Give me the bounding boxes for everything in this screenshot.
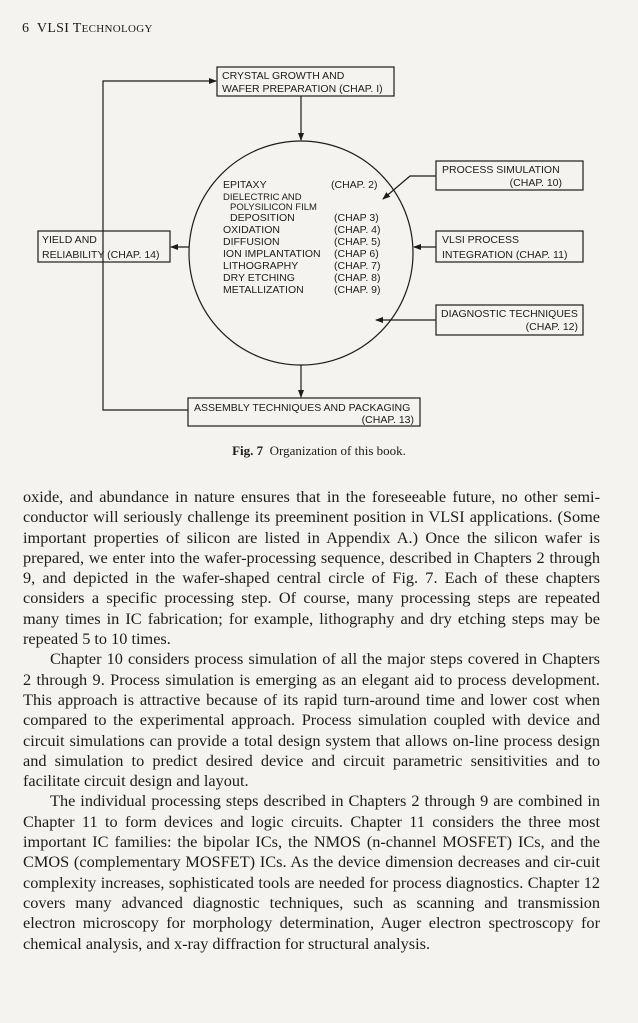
crystal-line-2: WAFER PREPARATION (CHAP. I) bbox=[222, 83, 383, 95]
step-epitaxy-chapter: (CHAP. 2) bbox=[331, 179, 378, 191]
step-diffusion: DIFFUSION bbox=[223, 236, 280, 248]
page-number: 6 bbox=[22, 21, 30, 36]
vlsi-line-1: VLSI PROCESS bbox=[442, 234, 520, 246]
step-lithography-chapter: (CHAP. 7) bbox=[334, 260, 381, 272]
simulation-line-1: PROCESS SIMULATION bbox=[442, 164, 560, 176]
step-ion-chapter: (CHAP 6) bbox=[334, 248, 379, 260]
step-dielectric-line-2: POLYSILICON FILM bbox=[230, 202, 317, 213]
body-text bbox=[23, 487, 600, 954]
step-dielectric-line-1: DIELECTRIC AND bbox=[223, 192, 302, 203]
step-oxidation: OXIDATION bbox=[223, 224, 280, 236]
diagnostic-line-2: (CHAP. 12) bbox=[525, 321, 578, 333]
assembly-line-1: ASSEMBLY TECHNIQUES AND PACKAGING bbox=[194, 402, 411, 414]
organization-diagram bbox=[0, 0, 638, 440]
vlsi-line-2: INTEGRATION (CHAP. 11) bbox=[442, 249, 568, 261]
simulation-to-wafer-arrow bbox=[383, 176, 436, 199]
assembly-line-2: (CHAP. 13) bbox=[361, 414, 414, 426]
step-epitaxy: EPITAXY bbox=[223, 179, 267, 191]
paragraph-1: oxide, and abundance in nature ensures that in the foreseeable future, no other semi-conductor will seriously challenge its preeminent position in VLSI applications. (Some important properties of silicon are listed in Appendix A.) Once the silicon wafer is prepared, we enter into the wafer-processing sequence, described in Chapters 2 through 9, and depicted in the wafer-shaped central circle of Fig. 7. Each of these chapters considers a specific processing step. Of course, many processing steps are repeated many times in IC fabrication; for example, lithography and dry etching steps may be repeated 5 to 10 times. bbox=[23, 487, 600, 649]
step-dry-etching: DRY ETCHING bbox=[223, 272, 295, 284]
step-metallization-chapter: (CHAP. 9) bbox=[334, 284, 381, 296]
step-metallization: METALLIZATION bbox=[223, 284, 304, 296]
step-ion-implantation: ION IMPLANTATION bbox=[223, 248, 321, 260]
paragraph-2: Chapter 10 considers process simulation of all the major steps covered in Chapters 2 through 9. Process simulation is emerging as an elegant aid to process development. This approach is attractive because of its rapid turn-around time and lower cost when compared to the experimental approach. Process simulation coupled with device and circuit simulations can provide a total design system that allows on-line process design and simulation to predict desired device and circuit parametric sensitivities and to facilitate circuit design and layout. bbox=[23, 649, 600, 791]
figure-caption-text: Organization of this book. bbox=[269, 443, 406, 458]
yield-line-2: RELIABILITY (CHAP. 14) bbox=[42, 249, 160, 261]
yield-line-1: YIELD AND bbox=[42, 234, 97, 246]
figure-label: Fig. 7 bbox=[232, 443, 264, 458]
feedback-loop-line bbox=[103, 81, 216, 410]
figure-caption bbox=[0, 443, 638, 459]
running-title-initials: VLSI T bbox=[36, 21, 82, 36]
step-lithography: LITHOGRAPHY bbox=[223, 260, 299, 272]
step-dielectric-line-3: DEPOSITION bbox=[230, 212, 295, 224]
paragraph-3: The individual processing steps described in Chapters 2 through 9 are combined in Chapter 11 to form devices and logic circuits. Chapter 11 considers the three most important IC families: the bipolar ICs, the NMOS (n-channel MOSFET) ICs, and the CMOS (complementary MOSFET) ICs. As the device dimension decreases and cir-cuit complexity increases, sophisticated tools are needed for process diagnostics. Chapter 12 covers many advanced diagnostic techniques, such as scanning and transmission electron microscopy for morphology determination, Auger electron spectroscopy for chemical analysis, and x-ray diffraction for structural analysis. bbox=[23, 791, 600, 953]
step-dry-etching-chapter: (CHAP. 8) bbox=[334, 272, 381, 284]
crystal-line-1: CRYSTAL GROWTH AND bbox=[222, 70, 345, 82]
simulation-line-2: (CHAP. 10) bbox=[509, 177, 562, 189]
step-diffusion-chapter: (CHAP. 5) bbox=[334, 236, 381, 248]
diagnostic-line-1: DIAGNOSTIC TECHNIQUES bbox=[441, 308, 578, 320]
step-oxidation-chapter: (CHAP. 4) bbox=[334, 224, 381, 236]
running-title-rest: ECHNOLOGY bbox=[81, 23, 153, 35]
step-dielectric-chapter: (CHAP 3) bbox=[334, 212, 379, 224]
